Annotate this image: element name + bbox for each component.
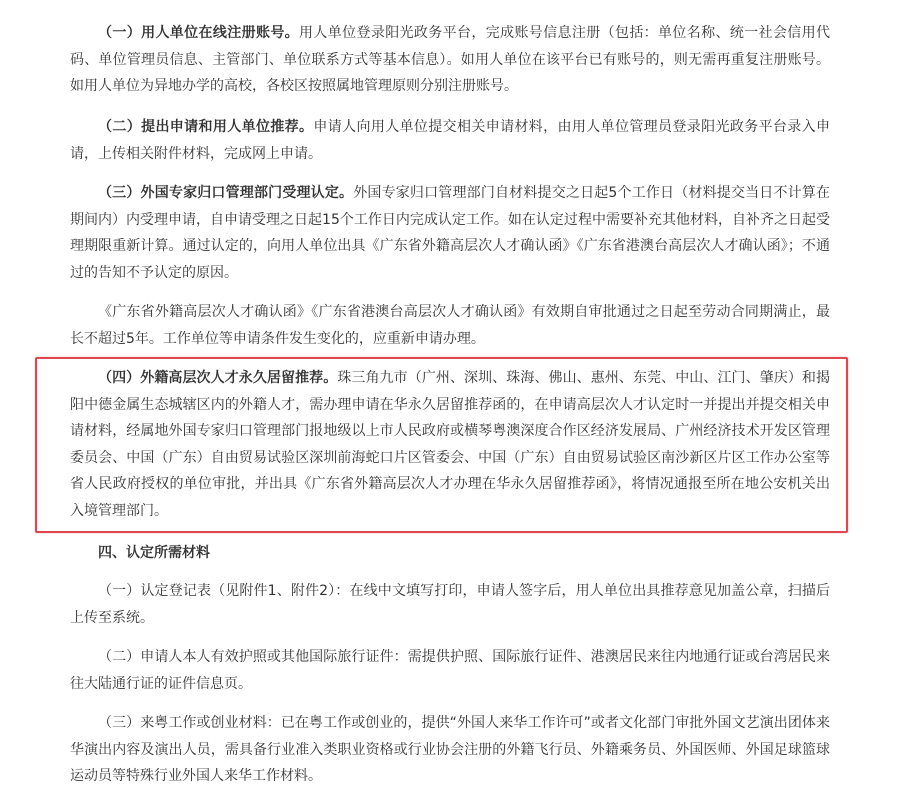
paragraph-material3: （三）来粤工作或创业材料：已在粤工作或创业的，提供“外国人来华工作许可”或者文化部门审批外国文艺演出团体来华演出内容及演出人员，需具备行业准入类职业资格或行业协会注册的外籍飞行员、外籍乘务员、外国医师、外国足球篮球运动员等特殊行业外国人来华工作材料。 xyxy=(70,715,830,784)
item3-title: （三）外国专家归口管理部门受理认定。 xyxy=(98,185,354,201)
item4-title: （四）外籍高层次人才永久居留推荐。 xyxy=(98,370,338,386)
paragraph-validity-note: 《广东省外籍高层次人才确认函》《广东省港澳台高层次人才确认函》有效期自审批通过之日起至劳动合同期满止，最长不超过5年。工作单位等申请条件发生变化的，应重新申请办理。 xyxy=(70,304,830,347)
paragraph-item3 xyxy=(70,180,830,286)
paragraph-item1 xyxy=(70,20,830,100)
item2-body: 申请人向用人单位提交相关申请材料，由用人单位管理员登录阳光政务平台录入申请，上传相关附件材料，完成网上申请。 xyxy=(70,119,831,162)
item3-body: 外国专家归口管理部门自材料提交之日起5个工作日（材料提交当日不计算在期间内）内受理申请，自申请受理之日起15个工作日内完成认定工作。如在认定过程中需要补充其他材料，自补齐之日起受理期限重新计算。通过认定的，向用人单位出具《广东省外籍高层次人才确认函》《广东省港澳台高层次人才确认函》；不通过的告知不予认定的原因。 xyxy=(70,185,831,281)
paragraph-material1: （一）认定登记表（见附件1、附件2）：在线中文填写打印，申请人签字后，用人单位出具推荐意见加盖公章，扫描后上传至系统。 xyxy=(70,583,830,626)
section4-heading: 四、认定所需材料 xyxy=(98,545,210,561)
paragraph-item4 xyxy=(70,365,830,524)
paragraph-material2: （二）申请人本人有效护照或其他国际旅行证件：需提供护照、国际旅行证件、港澳居民来往内地通行证或台湾居民来往大陆通行证的证件信息页。 xyxy=(70,649,830,692)
item2-title: （二）提出申请和用人单位推荐。 xyxy=(98,119,314,135)
item1-title: （一）用人单位在线注册账号。 xyxy=(98,25,300,41)
item1-body: 用人单位登录阳光政务平台，完成账号信息注册（包括：单位名称、统一社会信用代码、单位管理员信息、主管部门、单位联系方式等基本信息）。如用人单位在该平台已有账号的，则无需再重复注册账号。如用人单位为异地办学的高校，各校区按照属地管理原则分别注册账号。 xyxy=(70,25,831,94)
paragraph-item2 xyxy=(70,114,830,167)
item4-body: 珠三角九市（广州、深圳、珠海、佛山、惠州、东莞、中山、江门、肇庆）和揭阳中德金属生态城辖区内的外籍人才，需办理申请在华永久居留推荐函的，在申请高层次人才认定时一并提出并提交相关申请材料，经属地外国专家归口管理部门报地级以上市人民政府或横琴粤澳深度合作区经济发展局、广州经济技术开发区管理委员会、中国（广东）自由贸易试验区深圳前海蛇口片区管委会、中国（广东）自由贸易试验区南沙新区片区工作办公室等省人民政府授权的单位审批，并出具《广东省外籍高层次人才办理在华永久居留推荐函》，将情况通报至所在地公安机关出入境管理部门。 xyxy=(70,370,831,519)
